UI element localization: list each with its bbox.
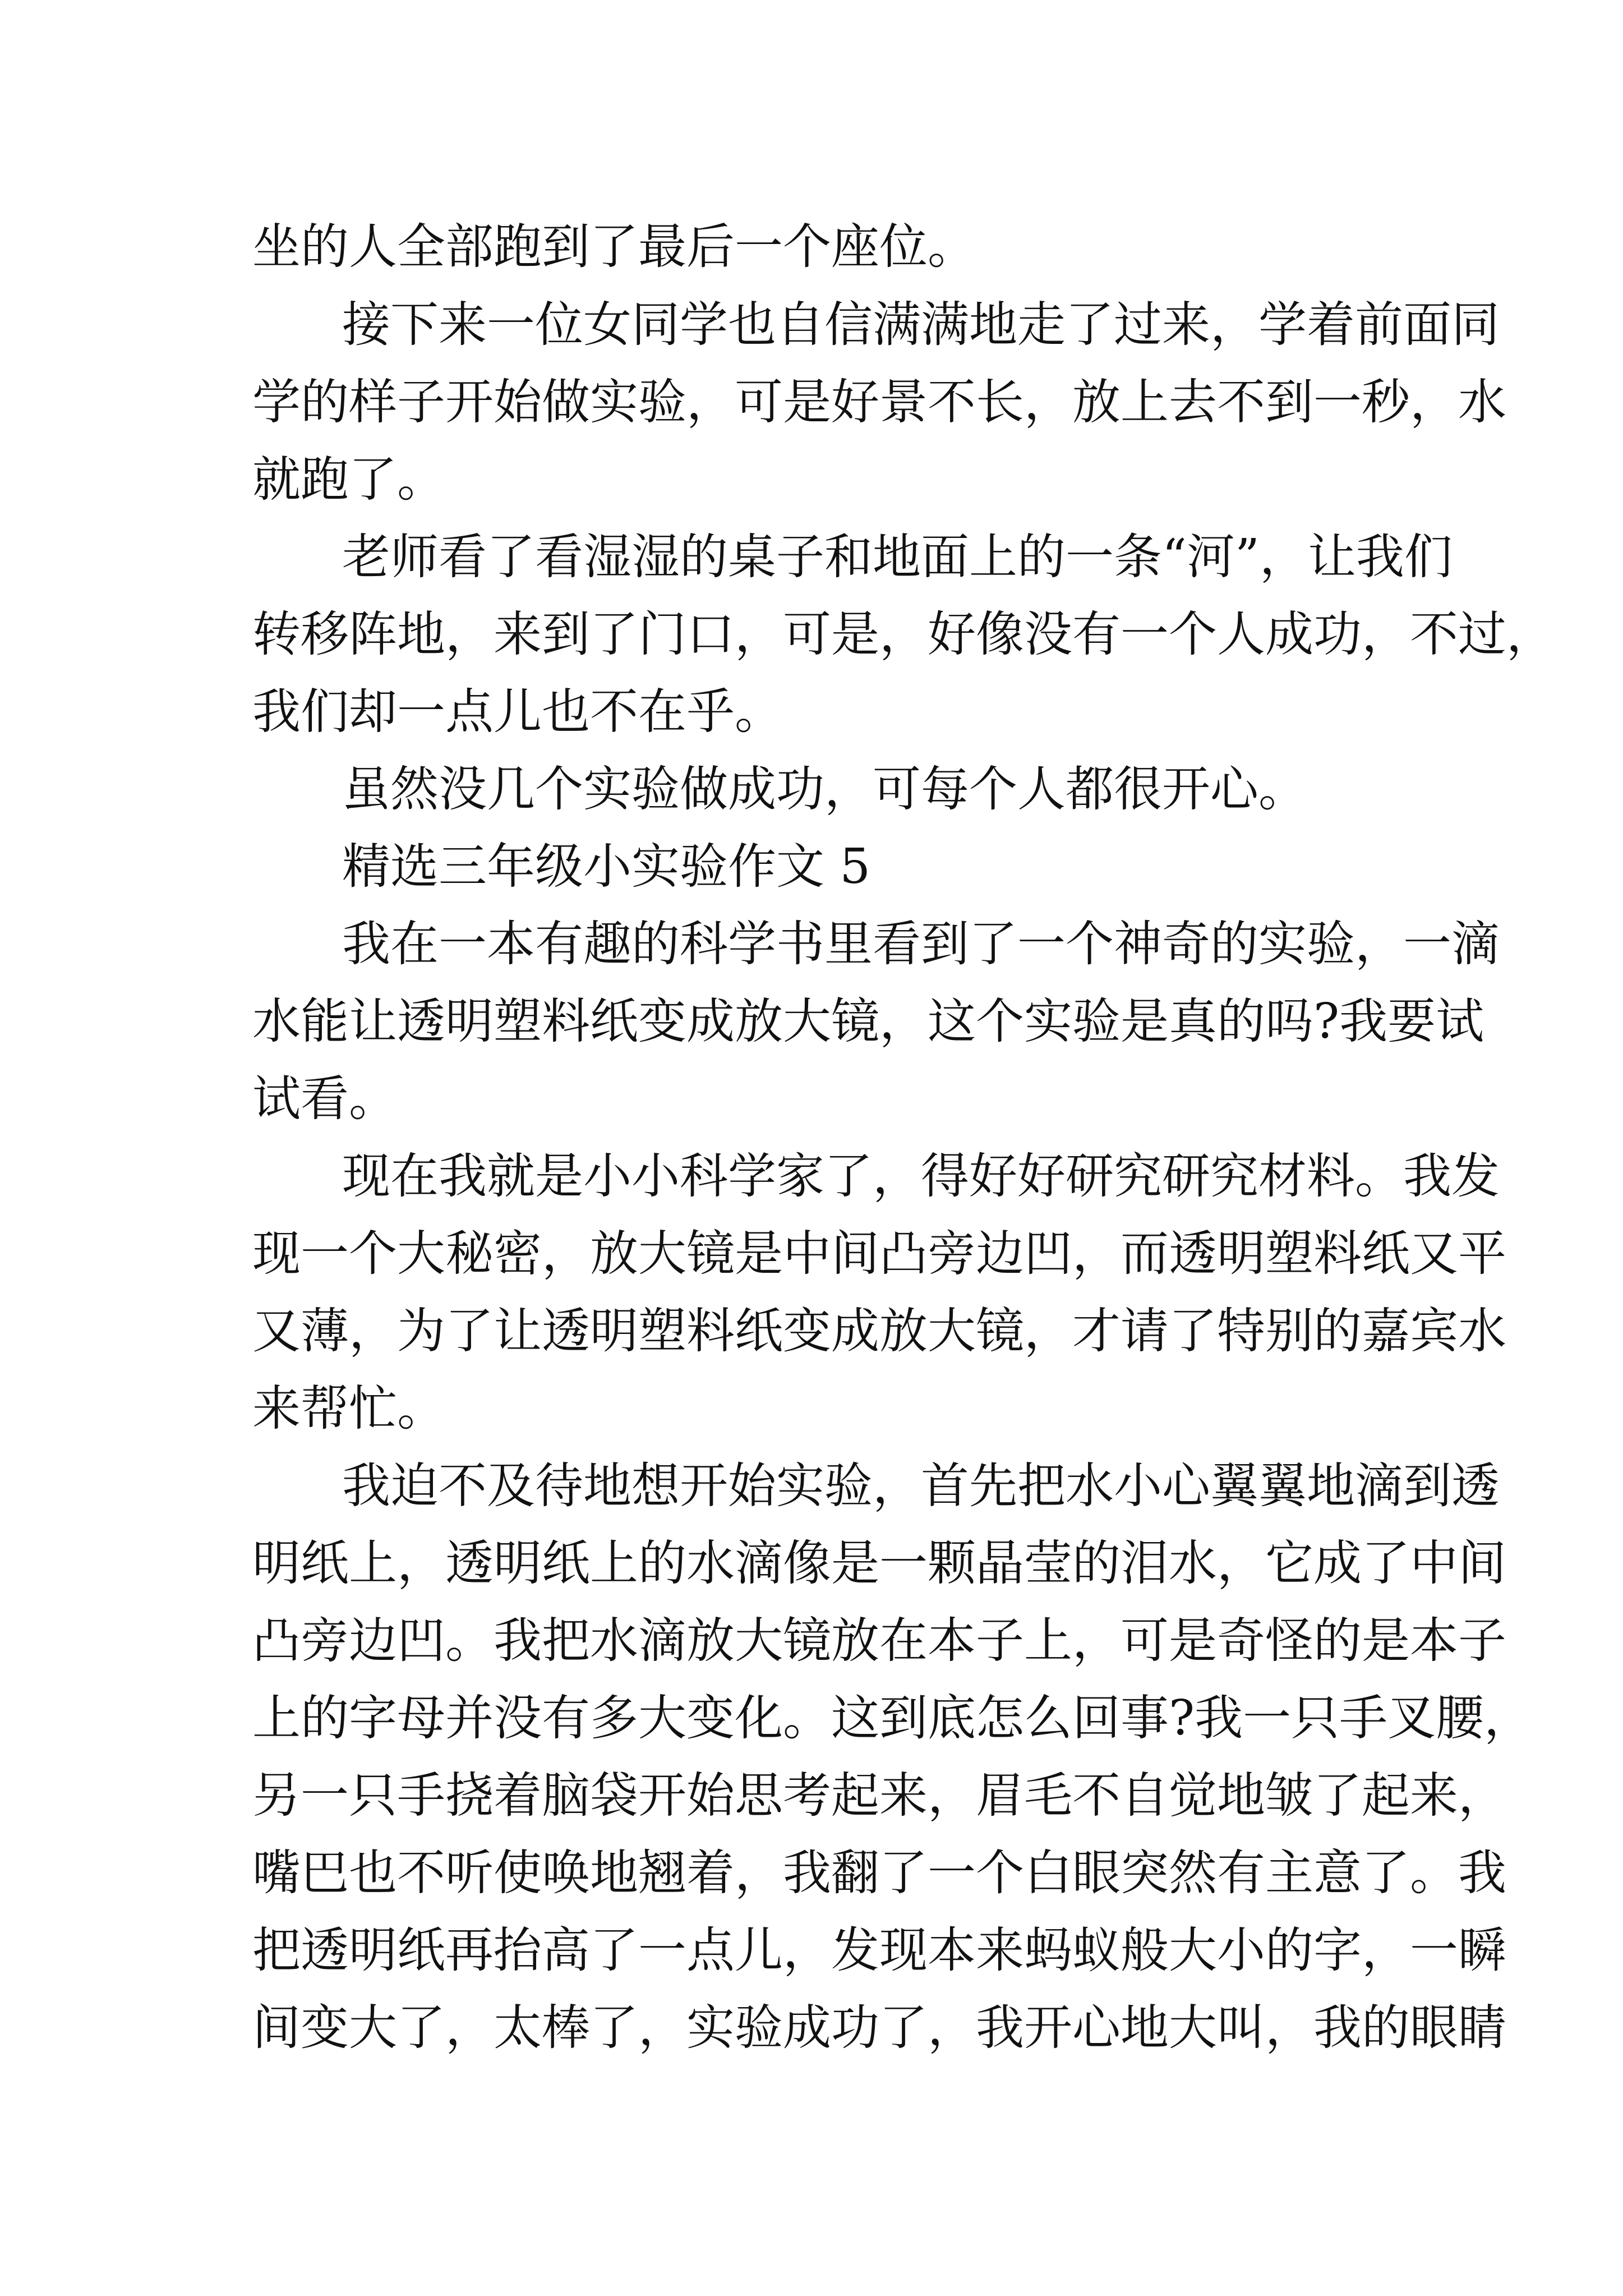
text-line: 试看。 [252,1071,397,1127]
text-line: 转移阵地，来到了门口，可是，好像没有一个人成功，不过， [252,606,1555,662]
text-line: 上的字母并没有多大变化。这到底怎么回事?我一只手叉腰， [252,1690,1533,1746]
text-line: 把透明纸再抬高了一点儿，发现本来蚂蚁般大小的字，一瞬 [252,1922,1506,1978]
text-line: 学的样子开始做实验，可是好景不长，放上去不到一秒，水 [252,374,1506,430]
text-line: 我在一本有趣的科学书里看到了一个神奇的实验，一滴 [342,916,1500,972]
text-line: 就跑了。 [252,452,445,508]
text-line: 我们却一点儿也不在乎。 [252,684,783,740]
text-line: 我迫不及待地想开始实验，首先把水小心翼翼地滴到透 [342,1458,1500,1514]
section-heading: 精选三年级小实验作文 5 [342,839,871,895]
text-line: 间变大了，太棒了，实验成功了，我开心地大叫，我的眼睛 [252,2000,1506,2056]
text-line: 老师看了看湿湿的桌子和地面上的一条“河”，让我们 [342,529,1453,585]
text-line: 另一只手挠着脑袋开始思考起来，眉毛不自觉地皱了起来， [252,1768,1506,1824]
text-line: 来帮忙。 [252,1381,445,1437]
text-line: 虽然没几个实验做成功，可每个人都很开心。 [342,761,1307,817]
text-line: 明纸上，透明纸上的水滴像是一颗晶莹的泪水，它成了中间 [252,1535,1506,1591]
text-line: 坐的人全部跑到了最后一个座位。 [252,219,976,275]
text-line: 凸旁边凹。我把水滴放大镜放在本子上，可是奇怪的是本子 [252,1613,1506,1669]
text-line: 水能让透明塑料纸变成放大镜，这个实验是真的吗?我要试 [252,993,1484,1050]
text-line: 接下来一位女同学也自信满满地走了过来，学着前面同 [342,297,1500,353]
text-line: 现在我就是小小科学家了，得好好研究研究材料。我发 [342,1148,1500,1204]
text-line: 现一个大秘密，放大镜是中间凸旁边凹，而透明塑料纸又平 [252,1226,1506,1282]
text-line: 嘴巴也不听使唤地翘着，我翻了一个白眼突然有主意了。我 [252,1845,1506,1901]
text-line: 又薄，为了让透明塑料纸变成放大镜，才请了特别的嘉宾水 [252,1303,1506,1359]
